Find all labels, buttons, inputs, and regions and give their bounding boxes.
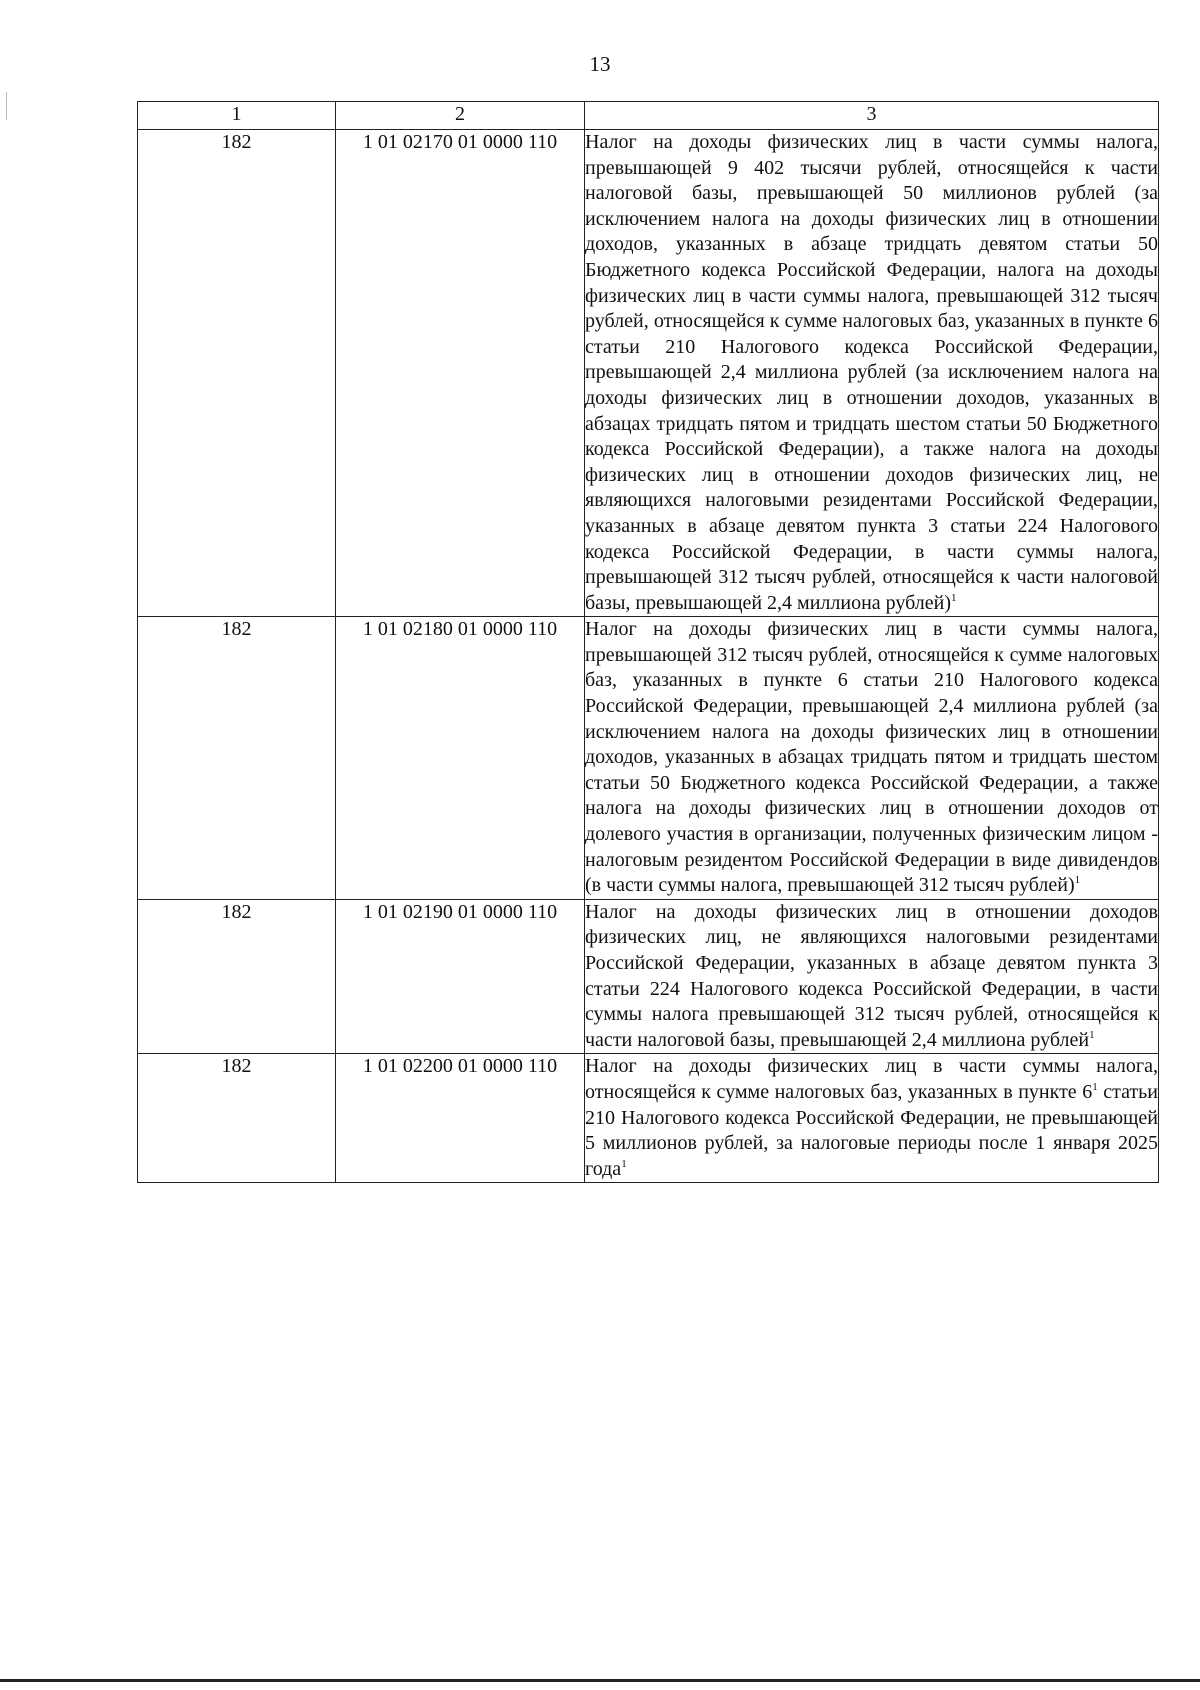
admin-code-cell: 182	[138, 899, 336, 1054]
revenue-name-cell	[585, 1054, 1159, 1183]
revenue-name-cell	[585, 617, 1159, 900]
revenue-name-text-start: Налог на доходы физических лиц в части суммы налога, относящейся к сумме налоговых баз, указанных в пункте 6	[585, 1055, 1158, 1103]
revenue-name-text: Налог на доходы физических лиц в части суммы налога, превышающей 312 тысяч рублей, относящейся к сумме налоговых баз, указанных в пункте 6 статьи 210 Налогового кодекса Российской Федерации, превышающей 2,4 миллиона рублей (за исключением налога на доходы физических лиц в отношении доходов, указанных в абзацах тридцать пятом и тридцать шестом статьи 50 Бюджетного кодекса Российской Федерации, а также налога на доходы физических лиц в отношении доходов от долевого участия в организации, полученных физическим лицом - налоговым резидентом Российской Федерации в виде дивидендов (в части суммы налога, превышающей 312 тысяч рублей)	[585, 618, 1158, 897]
revenue-code-cell: 1 01 02190 01 0000 110	[336, 899, 585, 1054]
revenue-name-text: статьи 210 Налогового кодекса Российской Федерации, не превышающей 5 миллионов рублей, за налоговые периоды после 1 января 2025 года	[585, 1080, 1158, 1180]
page-number: 13	[589, 52, 611, 76]
bottom-rule	[0, 1679, 1200, 1682]
admin-code-cell: 182	[138, 1054, 336, 1183]
table-row	[138, 130, 1159, 617]
header-col-3: 3	[585, 102, 1159, 130]
scan-artifact	[6, 92, 7, 120]
header-col-2: 2	[336, 102, 585, 130]
footnote-mark: 1	[1089, 1028, 1095, 1041]
revenue-name-text: Налог на доходы физических лиц в части суммы налога, превышающей 9 402 тысячи рублей, относящейся к части налоговой базы, превышающей 50 миллионов рублей (за исключением налога на доходы физических лиц в отношении доходов, указанных в абзаце тридцать девятом статьи 50 Бюджетного кодекса Российской Федерации, налога на доходы физических лиц в части суммы налога, превышающей 312 тысяч рублей, относящейся к сумме налоговых баз, указанных в пункте 6 статьи 210 Налогового кодекса Российской Федерации, превышающей 2,4 миллиона рублей (за исключением налога на доходы физических лиц в отношении доходов, указанных в абзацах тридцать пятом и тридцать шестом статьи 50 Бюджетного кодекса Российской Федерации), а также налога на доходы физических лиц в отношении доходов физических лиц, не являющихся налоговыми резидентами Российской Федерации, указанных в абзаце девятом пункта 3 статьи 224 Налогового кодекса Российской Федерации, в части суммы налога, превышающей 312 тысяч рублей, относящейся к части налоговой базы, превышающей 2,4 миллиона рублей)	[585, 131, 1158, 614]
admin-code-cell: 182	[138, 617, 336, 900]
footnote-mark: 1	[951, 591, 957, 604]
header-col-1: 1	[138, 102, 336, 130]
footnote-mark: 1	[621, 1157, 627, 1170]
admin-code-cell: 182	[138, 130, 336, 617]
table-row	[138, 899, 1159, 1054]
table-row	[138, 617, 1159, 900]
revenue-name-cell	[585, 899, 1159, 1054]
article-point-superscript: 1	[1092, 1080, 1098, 1093]
table-header-row	[138, 102, 1159, 130]
budget-codes-table	[137, 101, 1159, 1183]
revenue-code-cell: 1 01 02200 01 0000 110	[336, 1054, 585, 1183]
revenue-name-cell	[585, 130, 1159, 617]
footnote-mark: 1	[1074, 874, 1081, 887]
revenue-code-cell: 1 01 02180 01 0000 110	[336, 617, 585, 900]
table-row	[138, 1054, 1159, 1183]
revenue-name-text: Налог на доходы физических лиц в отношении доходов физических лиц, не являющихся налоговыми резидентами Российской Федерации, указанных в абзаце девятом пункта 3 статьи 224 Налогового кодекса Российской Федерации, в части суммы налога превышающей 312 тысяч рублей, относящейся к части налоговой базы, превышающей 2,4 миллиона рублей	[585, 900, 1158, 1051]
revenue-code-cell: 1 01 02170 01 0000 110	[336, 130, 585, 617]
